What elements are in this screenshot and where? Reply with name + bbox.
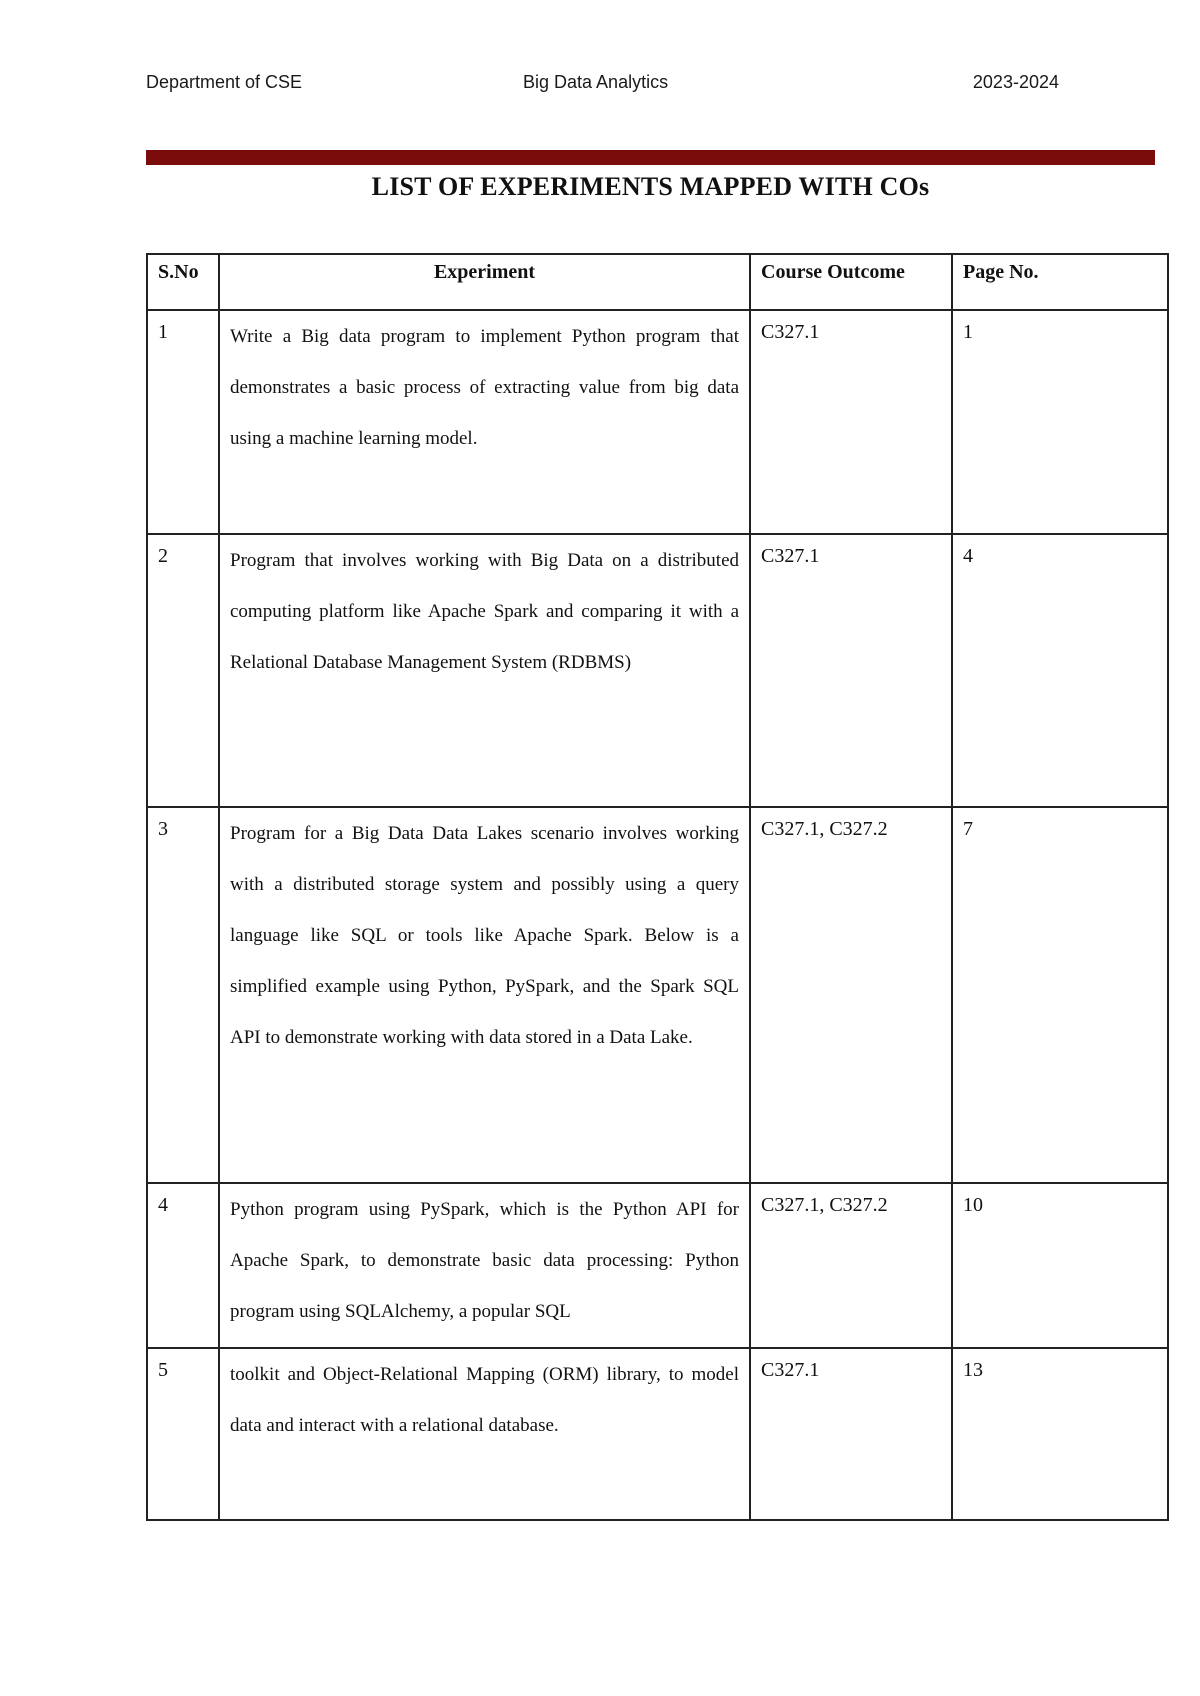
cell-course-outcome: C327.1 xyxy=(750,310,952,534)
cell-sno: 4 xyxy=(147,1183,219,1348)
cell-experiment: Python program using PySpark, which is the Python API for Apache Spark, to demonstrate basic data processing: Python program using SQLAlchemy, a popular SQL xyxy=(219,1183,750,1348)
cell-experiment: toolkit and Object-Relational Mapping (ORM) library, to model data and interact with a relational database. xyxy=(219,1348,750,1520)
table-row xyxy=(147,310,1168,534)
experiments-table xyxy=(146,253,1169,1521)
cell-page-no: 7 xyxy=(952,807,1168,1183)
cell-course-outcome: C327.1 xyxy=(750,1348,952,1520)
column-header-experiment: Experiment xyxy=(219,254,750,310)
page-title: LIST OF EXPERIMENTS MAPPED WITH COs xyxy=(371,172,930,201)
cell-page-no: 10 xyxy=(952,1183,1168,1348)
cell-experiment: Write a Big data program to implement Python program that demonstrates a basic process of extracting value from big data using a machine learning model. xyxy=(219,310,750,534)
header-rule xyxy=(146,150,1155,165)
table-row xyxy=(147,534,1168,807)
header-department: Department of CSE xyxy=(146,72,303,92)
cell-experiment: Program for a Big Data Data Lakes scenario involves working with a distributed storage system and possibly using a query language like SQL or tools like Apache Spark. Below is a simplified example using Python, PySpark, and the Spark SQL API to demonstrate working with data stored in a Data Lake. xyxy=(219,807,750,1183)
table-row xyxy=(147,1348,1168,1520)
header-course: Big Data Analytics xyxy=(523,72,669,92)
cell-course-outcome: C327.1 xyxy=(750,534,952,807)
cell-course-outcome: C327.1, C327.2 xyxy=(750,807,952,1183)
cell-sno: 2 xyxy=(147,534,219,807)
cell-experiment: Program that involves working with Big Data on a distributed computing platform like Apache Spark and comparing it with a Relational Database Management System (RDBMS) xyxy=(219,534,750,807)
cell-sno: 3 xyxy=(147,807,219,1183)
cell-sno: 1 xyxy=(147,310,219,534)
table-row xyxy=(147,1183,1168,1348)
cell-page-no: 13 xyxy=(952,1348,1168,1520)
column-header-sno: S.No xyxy=(147,254,219,310)
header-year: 2023-2024 xyxy=(972,72,1059,92)
cell-course-outcome: C327.1, C327.2 xyxy=(750,1183,952,1348)
table-header-row xyxy=(147,254,1168,310)
table-row xyxy=(147,807,1168,1183)
column-header-page-no: Page No. xyxy=(952,254,1168,310)
column-header-course-outcome: Course Outcome xyxy=(750,254,952,310)
cell-sno: 5 xyxy=(147,1348,219,1520)
page-header xyxy=(146,72,1059,102)
cell-page-no: 4 xyxy=(952,534,1168,807)
cell-page-no: 1 xyxy=(952,310,1168,534)
